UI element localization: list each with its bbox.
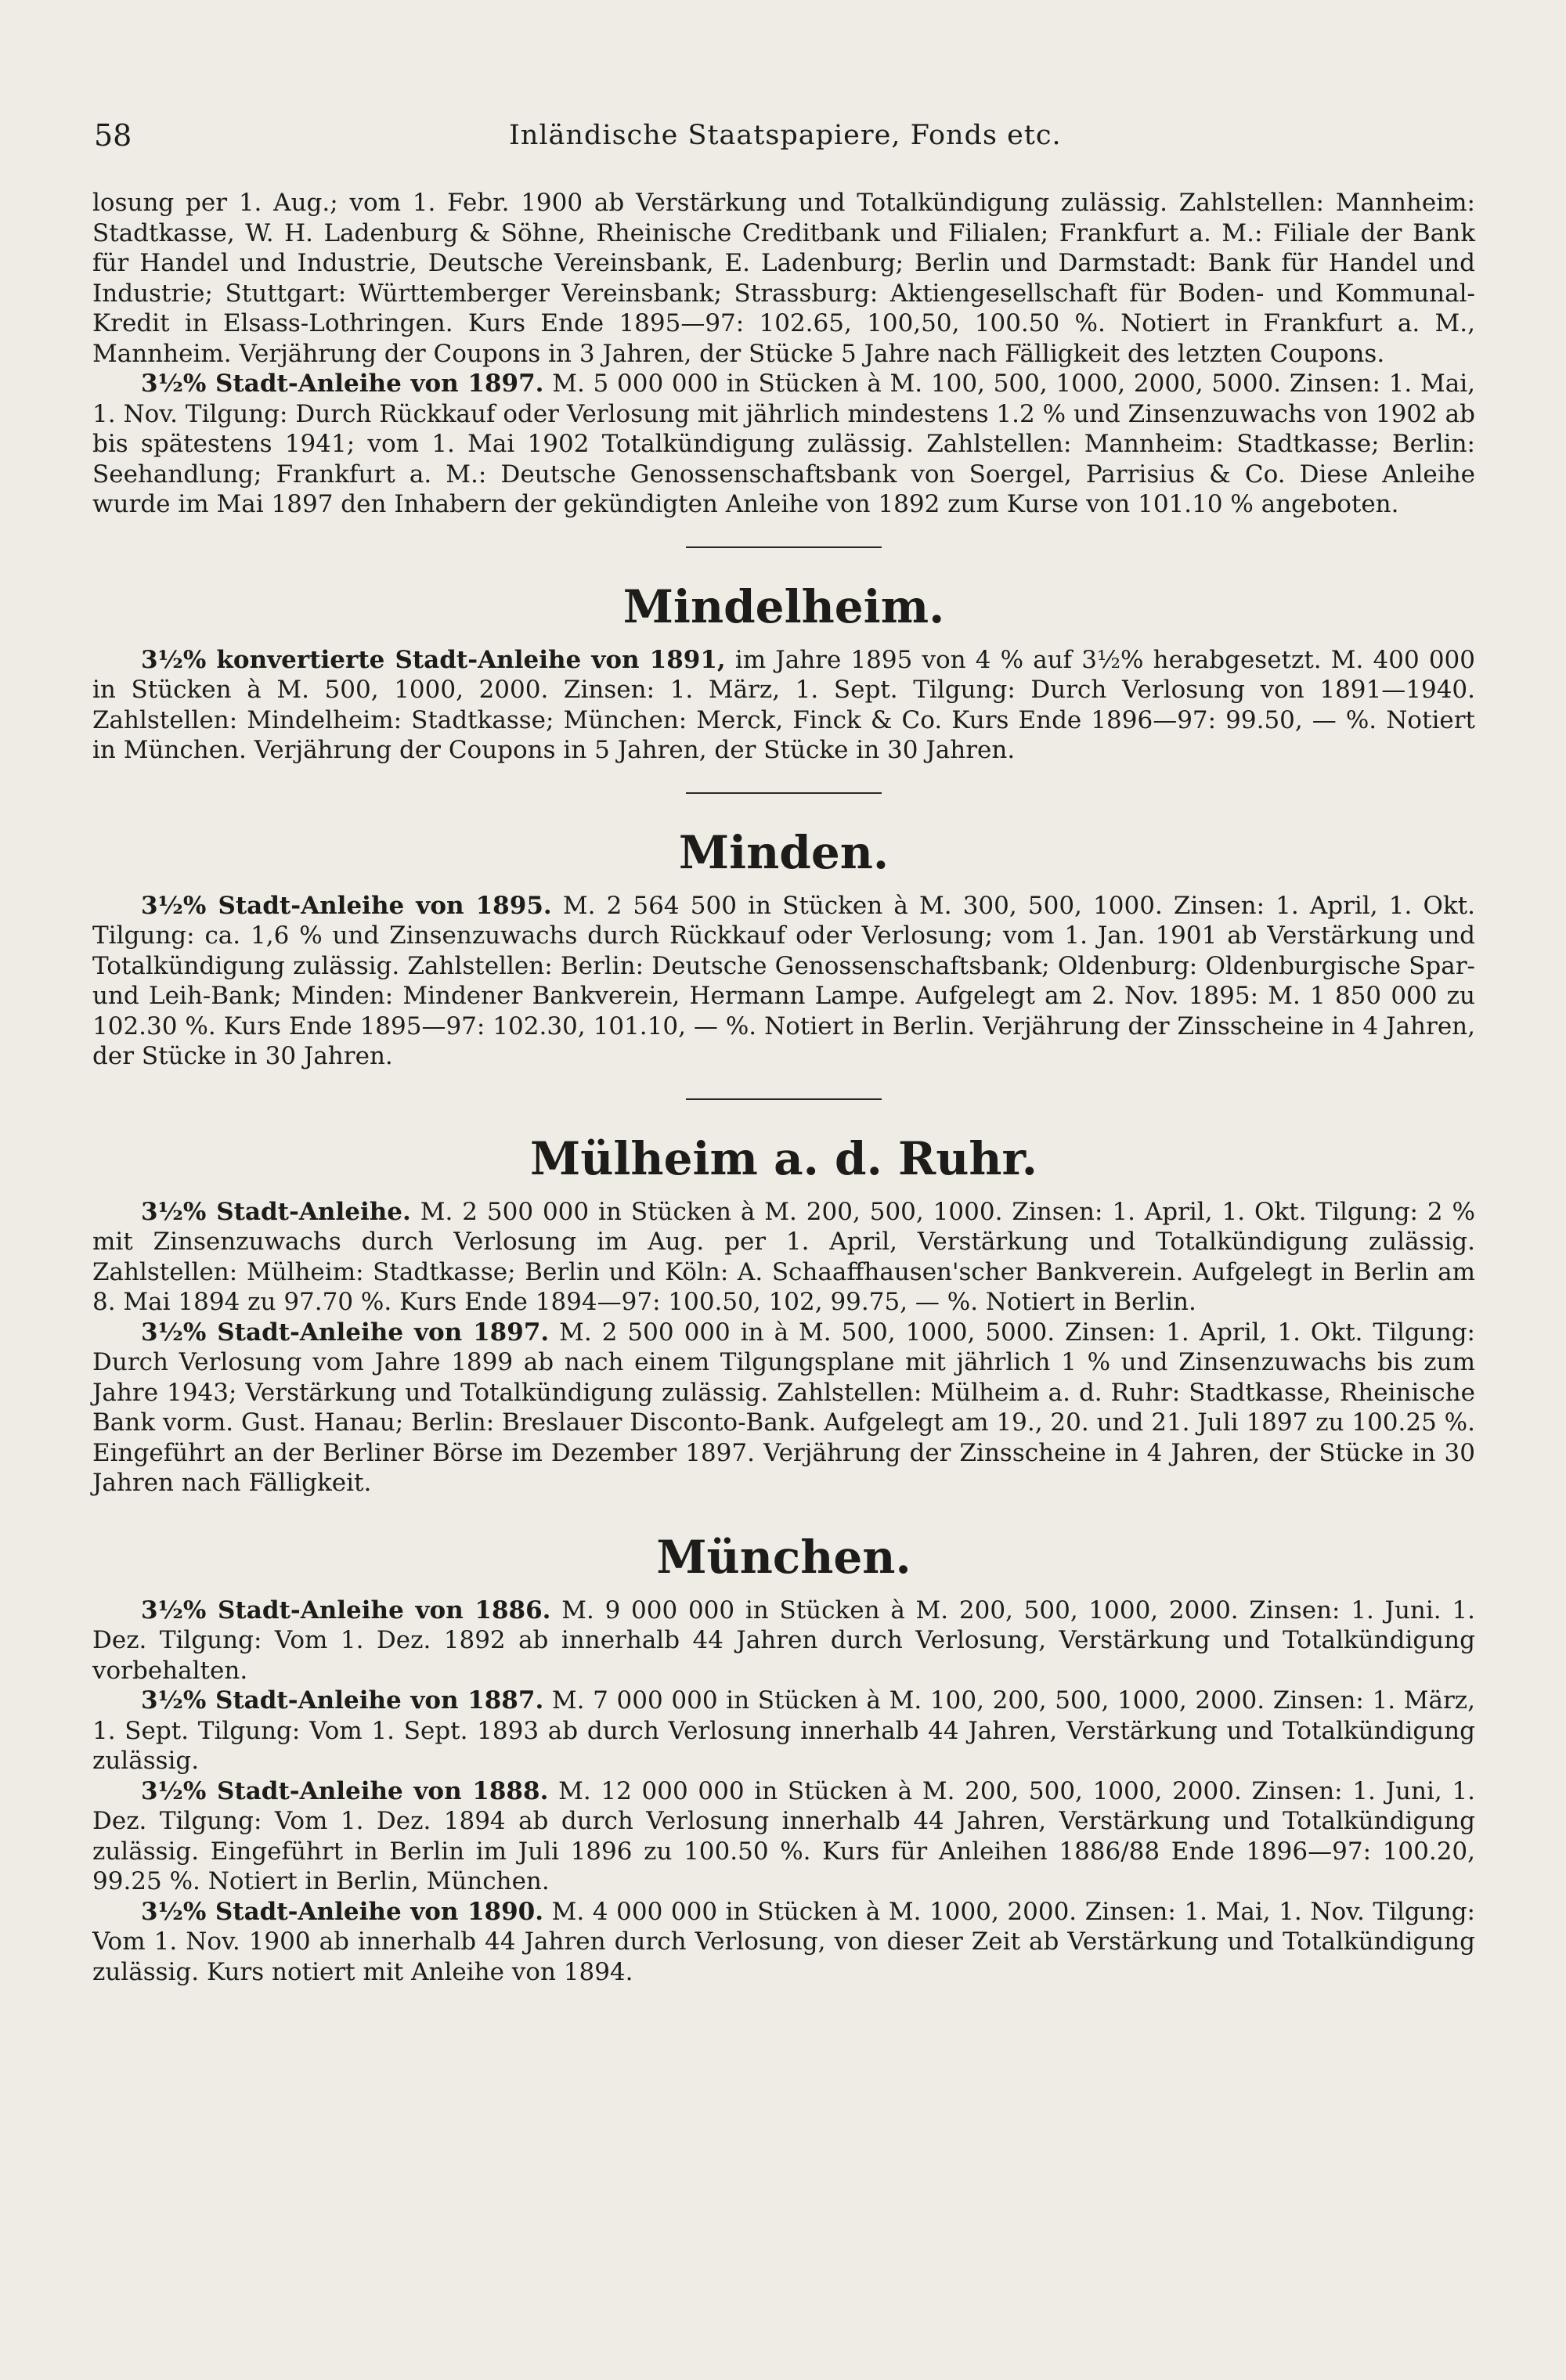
loan-details: M. 2 564 500 in Stücken à M. 300, 500, 1000. Zinsen: 1. April, 1. Okt. Tilgung: ca. 1,6 % und Zinsenzuwachs durch Rückkauf oder Verlosung; vom 1. Jan. 1901 ab Verstärkung und Totalkündigung zulässig. Zahlstellen: Berlin: Deutsche Genossenschaftsbank; Oldenburg: Oldenburgische Spar- und Leih-Bank; Minden: Mindener Bankverein, Hermann Lampe. Aufgelegt am 2. Nov. 1895: M. 1 850 000 zu 102.30 %. Kurs Ende 1895—97: 102.30, 101.10, — %. Notiert in Berlin. Verjährung der Zinsscheine in 4 Jahren, der Stücke in 30 Jahren. <box>92 891 1475 1070</box>
running-title: Inländische Staatspapiere, Fonds etc. <box>509 120 1062 151</box>
loan-entry <box>92 891 1475 1072</box>
loan-details: M. 5 000 000 in Stücken à M. 100, 500, 1000, 2000, 5000. Zinsen: 1. Mai, 1. Nov. Tilgung: Durch Rückkauf oder Verlosung mit jährlich mindestens 1.2 % und Zinsenzuwachs von 1902 ab bis spätestens 1941; vom 1. Mai 1902 Totalkündigung zulässig. Zahlstellen: Mannheim: Stadtkasse; Berlin: Seehandlung; Frankfurt a. M.: Deutsche Genossenschaftsbank von Soergel, Parrisius & Co. Diese Anleihe wurde im Mai 1897 den Inhabern der gekündigten Anleihe von 1892 zum Kurse von 101.10 % angeboten. <box>92 370 1475 518</box>
loan-entry <box>92 645 1475 766</box>
loan-title: 3½% Stadt-Anleihe von 1897. <box>141 1318 550 1347</box>
loan-title: 3½% Stadt-Anleihe von 1888. <box>141 1776 549 1805</box>
loan-details: im Jahre 1895 von 4 % auf 3½% herabgesetzt. M. 400 000 in Stücken à M. 500, 1000, 2000. Zinsen: 1. März, 1. Sept. Tilgung: Durch Verlosung von 1891—1940. Zahlstellen: Mindelheim: Stadtkasse; München: Merck, Finck & Co. Kurs Ende 1896—97: 99.50, — %. Notiert in München. Verjährung der Coupons in 5 Jahren, der Stücke in 30 Jahren. <box>92 645 1475 764</box>
city-heading-muelheim: Mülheim a. d. Ruhr. <box>530 1131 1037 1185</box>
loan-details: M. 9 000 000 in Stücken à M. 200, 500, 1000, 2000. Zinsen: 1. Juni. 1. Dez. Tilgung: Vom 1. Dez. 1892 ab innerhalb 44 Jahren durch Verlosung, Verstärkung und Totalkündigung vorbehalten. <box>92 1596 1475 1685</box>
loan-entry <box>92 369 1475 520</box>
loan-details: M. 2 500 000 in à M. 500, 1000, 5000. Zinsen: 1. April, 1. Okt. Tilgung: Durch Verlosung vom Jahre 1899 ab nach einem Tilgungsplane mit jährlich 1 % und Zinsenzuwachs bis zum Jahre 1943; Verstärkung und Totalkündigung zulässig. Zahlstellen: Mülheim a. d. Ruhr: Stadtkasse, Rheinische Bank vorm. Gust. Hanau; Berlin: Breslauer Disconto-Bank. Aufgelegt am 19., 20. und 21. Juli 1897 zu 100.25 %. Eingeführt an der Berliner Börse im Dezember 1897. Verjährung der Zinsscheine in 4 Jahren, der Stücke in 30 Jahren nach Fälligkeit. <box>92 1318 1475 1497</box>
loan-title: 3½% Stadt-Anleihe von 1886. <box>141 1596 551 1625</box>
loan-title: 3½% Stadt-Anleihe von 1887. <box>141 1686 544 1715</box>
loan-entry <box>92 1318 1475 1498</box>
loan-entry <box>92 1686 1475 1776</box>
document-body <box>92 188 1475 1987</box>
loan-title: 3½% Stadt-Anleihe von 1897. <box>141 370 544 398</box>
loan-entry <box>92 1897 1475 1988</box>
page-number: 58 <box>94 118 132 153</box>
loan-details: M. 4 000 000 in Stücken à M. 1000, 2000. Zinsen: 1. Mai, 1. Nov. Tilgung: Vom 1. Nov. 1900 ab innerhalb 44 Jahren durch Verlosung, von dieser Zeit ab Verstärkung und Totalkündigung zulässig. Kurs notiert mit Anleihe von 1894. <box>92 1897 1475 1986</box>
loan-details: M. 12 000 000 in Stücken à M. 200, 500, 1000, 2000. Zinsen: 1. Juni, 1. Dez. Tilgung: Vom 1. Dez. 1894 ab durch Verlosung innerhalb 44 Jahren, Verstärkung und Totalkündigung zulässig. Eingeführt in Berlin im Juli 1896 zu 100.50 %. Kurs für Anleihen 1886/88 Ende 1896—97: 100.20, 99.25 %. Notiert in Berlin, München. <box>92 1776 1475 1895</box>
loan-title: 3½% Stadt-Anleihe von 1895. <box>141 891 552 920</box>
city-heading-minden: Minden. <box>678 825 889 879</box>
loan-entry <box>92 1197 1475 1318</box>
loan-title: 3½% Stadt-Anleihe von 1890. <box>141 1897 544 1926</box>
loan-title: 3½% Stadt-Anleihe. <box>141 1197 411 1226</box>
loan-details: M. 7 000 000 in Stücken à M. 100, 200, 500, 1000, 2000. Zinsen: 1. März, 1. Sept. Tilgung: Vom 1. Sept. 1893 ab durch Verlosung innerhalb 44 Jahren, Verstärkung und Totalkündigung zulässig. <box>92 1686 1475 1775</box>
city-heading-muenchen: München. <box>656 1530 911 1584</box>
continuation-paragraph: losung per 1. Aug.; vom 1. Febr. 1900 ab Verstärkung und Totalkündigung zulässig. Zahlstellen: Mannheim: Stadtkasse, W. H. Ladenburg & Söhne, Rheinische Creditbank und Filialen; Frankfurt a. M.: Filiale der Bank für Handel und Industrie, Deutsche Vereinsbank, E. Ladenburg; Berlin und Darmstadt: Bank für Handel und Industrie; Stuttgart: Württemberger Vereinsbank; Strassburg: Aktiengesellschaft für Boden- und Kommunal-Kredit in Elsass-Lothringen. Kurs Ende 1895—97: 102.65, 100,50, 100.50 %. Notiert in Frankfurt a. M., Mannheim. Verjährung der Coupons in 3 Jahren, der Stücke 5 Jahre nach Fälligkeit des letzten Coupons. <box>92 189 1475 368</box>
loan-details: M. 2 500 000 in Stücken à M. 200, 500, 1000. Zinsen: 1. April, 1. Okt. Tilgung: 2 % mit Zinsenzuwachs durch Verlosung im Aug. per 1. April, Verstärkung und Totalkündigung zulässig. Zahlstellen: Mülheim: Stadtkasse; Berlin und Köln: A. Schaaffhausen'scher Bankverein. Aufgelegt in Berlin am 8. Mai 1894 zu 97.70 %. Kurs Ende 1894—97: 100.50, 102, 99.75, — %. Notiert in Berlin. <box>92 1197 1475 1316</box>
running-head <box>94 116 1472 155</box>
city-heading-mindelheim: Mindelheim. <box>622 579 945 633</box>
loan-title: 3½% konvertierte Stadt-Anleihe von 1891, <box>141 645 726 674</box>
loan-entry <box>92 1596 1475 1686</box>
loan-entry <box>92 1776 1475 1897</box>
